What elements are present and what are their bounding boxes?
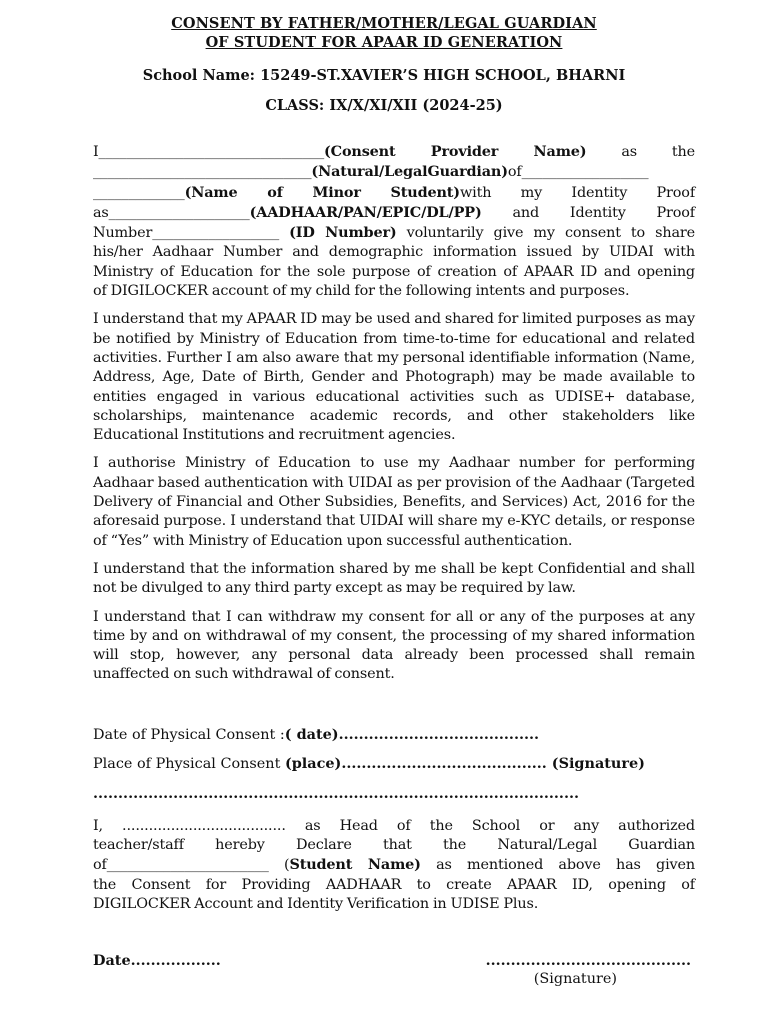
consent-date-dots: ........................................ [338, 725, 539, 743]
declaration-line-5: DIGILOCKER Account and Identity Verification in UDISE Plus. [93, 895, 539, 912]
consent-paragraph [93, 142, 695, 301]
school-declaration [93, 817, 695, 914]
consent-provider-label: (Consent Provider Name) [324, 143, 587, 160]
consent-line-7: Ministry of Education for the sole purpose of creation of APAAR ID and opening [93, 263, 695, 280]
consent-line-6: his/her Aadhaar Number and demographic information issued by UIDAI with [93, 244, 695, 261]
consent-place-dots: ......................................... [341, 754, 547, 772]
guardian-label: (Natural/LegalGuardian) [311, 163, 508, 181]
consent-line-1-end: as the [586, 144, 695, 160]
id-proof-types-label: (AADHAAR/PAN/EPIC/DL/PP) [249, 203, 482, 221]
declaration-line-2: teacher/staff hereby Declare that the Natural/Legal Guardian [93, 837, 695, 854]
id-number-blank: Number__________________ [93, 225, 290, 242]
consent-line-2-end: of__________________ [507, 164, 649, 181]
consent-place-label: Place of Physical Consent [93, 755, 285, 772]
student-blank: _____________ [93, 184, 185, 201]
minor-student-label: (Name of Minor Student) [184, 183, 460, 201]
footer-signature-label: (Signature) [533, 971, 617, 988]
guardian-blank: _______________________________ [93, 164, 312, 181]
id-number-label: (ID Number) [289, 224, 397, 242]
footer-signature-row [93, 952, 695, 992]
document-title [73, 14, 695, 52]
consent-place-value: (place) [284, 754, 342, 772]
consent-line-5 [93, 223, 695, 243]
paragraph-aadhaar-authentication: I authorise Ministry of Education to use my Aadhaar number for performing Aadhaar based authentication with UIDAI as per provision of the Aadhaar (Targeted Delivery of Financial and Other Subsidies, Benefits, and Services) Act, 2016 for the aforesaid purpose. I understand that UIDAI will share my e-KYC details, or response of “Yes” with Ministry of Education upon successful authentication. [93, 455, 695, 549]
declaration-student-blank: of_______________________ ( [93, 857, 290, 874]
school-name: School Name: 15249-ST.XAVIER’S HIGH SCHOOL, BHARNI [142, 67, 626, 84]
consent-place-row [93, 754, 695, 774]
consent-line-3 [93, 183, 695, 203]
consent-date-label: Date of Physical Consent : [93, 726, 285, 743]
footer-date: Date.................. [93, 952, 221, 970]
declaration-line-4: the Consent for Providing AADHAAR to create APAAR ID, opening of [93, 876, 695, 893]
paragraph-confidentiality: I understand that the information shared by me shall be kept Confidential and shall not be divulged to any third party except as may be required by law. [93, 560, 695, 597]
declaration-line-3 [93, 855, 695, 875]
consent-line-4-end: and Identity Proof [481, 204, 695, 221]
id-proof-blank: as____________________ [93, 204, 250, 221]
consent-line-8: of DIGILOCKER account of my child for the following intents and purposes. [93, 283, 630, 300]
paragraph-apaar-usage: I understand that my APAAR ID may be used and shared for limited purposes as may be notified by Ministry of Education from time-to-time for educational and related activities. Further I am also aware that my personal identifiable information (Name, Address, Age, Date of Birth, Gender and Photograph) may be made available to entities engaged in various educational activities such as UDISE+ database, scholarships, maintenance academic records, and other stakeholders like Educational Institutions and recruitment agencies. [93, 311, 695, 444]
consent-line-4 [93, 203, 695, 223]
consent-line-1 [93, 142, 695, 162]
consent-signature-label: (Signature) [546, 754, 645, 772]
class-info: CLASS: IX/X/XI/XII (2024-25) [265, 97, 503, 114]
consent-provider-blank: I________________________________ [93, 144, 324, 160]
consent-form-page [93, 14, 695, 992]
section-separator: ................................................................................................. [93, 784, 579, 802]
consent-line-3-end: with my Identity Proof [459, 184, 695, 201]
title-line-1: CONSENT BY FATHER/MOTHER/LEGAL GUARDIAN [171, 15, 597, 32]
footer-signature-dots: ......................................... [485, 952, 691, 970]
declaration-line-3-end: as mentioned above has given [420, 857, 695, 874]
declaration-line-1: I, ..................................... as Head of the School or any authorized [93, 817, 695, 834]
declaration-student-label: Student Name) [289, 856, 421, 874]
paragraph-withdrawal: I understand that I can withdraw my consent for all or any of the purposes at any time by and on withdrawal of my consent, the processing of my shared information will stop, however, any personal data already been processed shall remain unaffected on such withdrawal of consent. [93, 608, 695, 683]
consent-line-2 [93, 162, 695, 182]
title-line-2: OF STUDENT FOR APAAR ID GENERATION [205, 34, 563, 51]
consent-date-row [93, 725, 695, 745]
consent-line-5-end: voluntarily give my consent to share [396, 225, 695, 242]
consent-date-value: ( date) [284, 725, 339, 743]
